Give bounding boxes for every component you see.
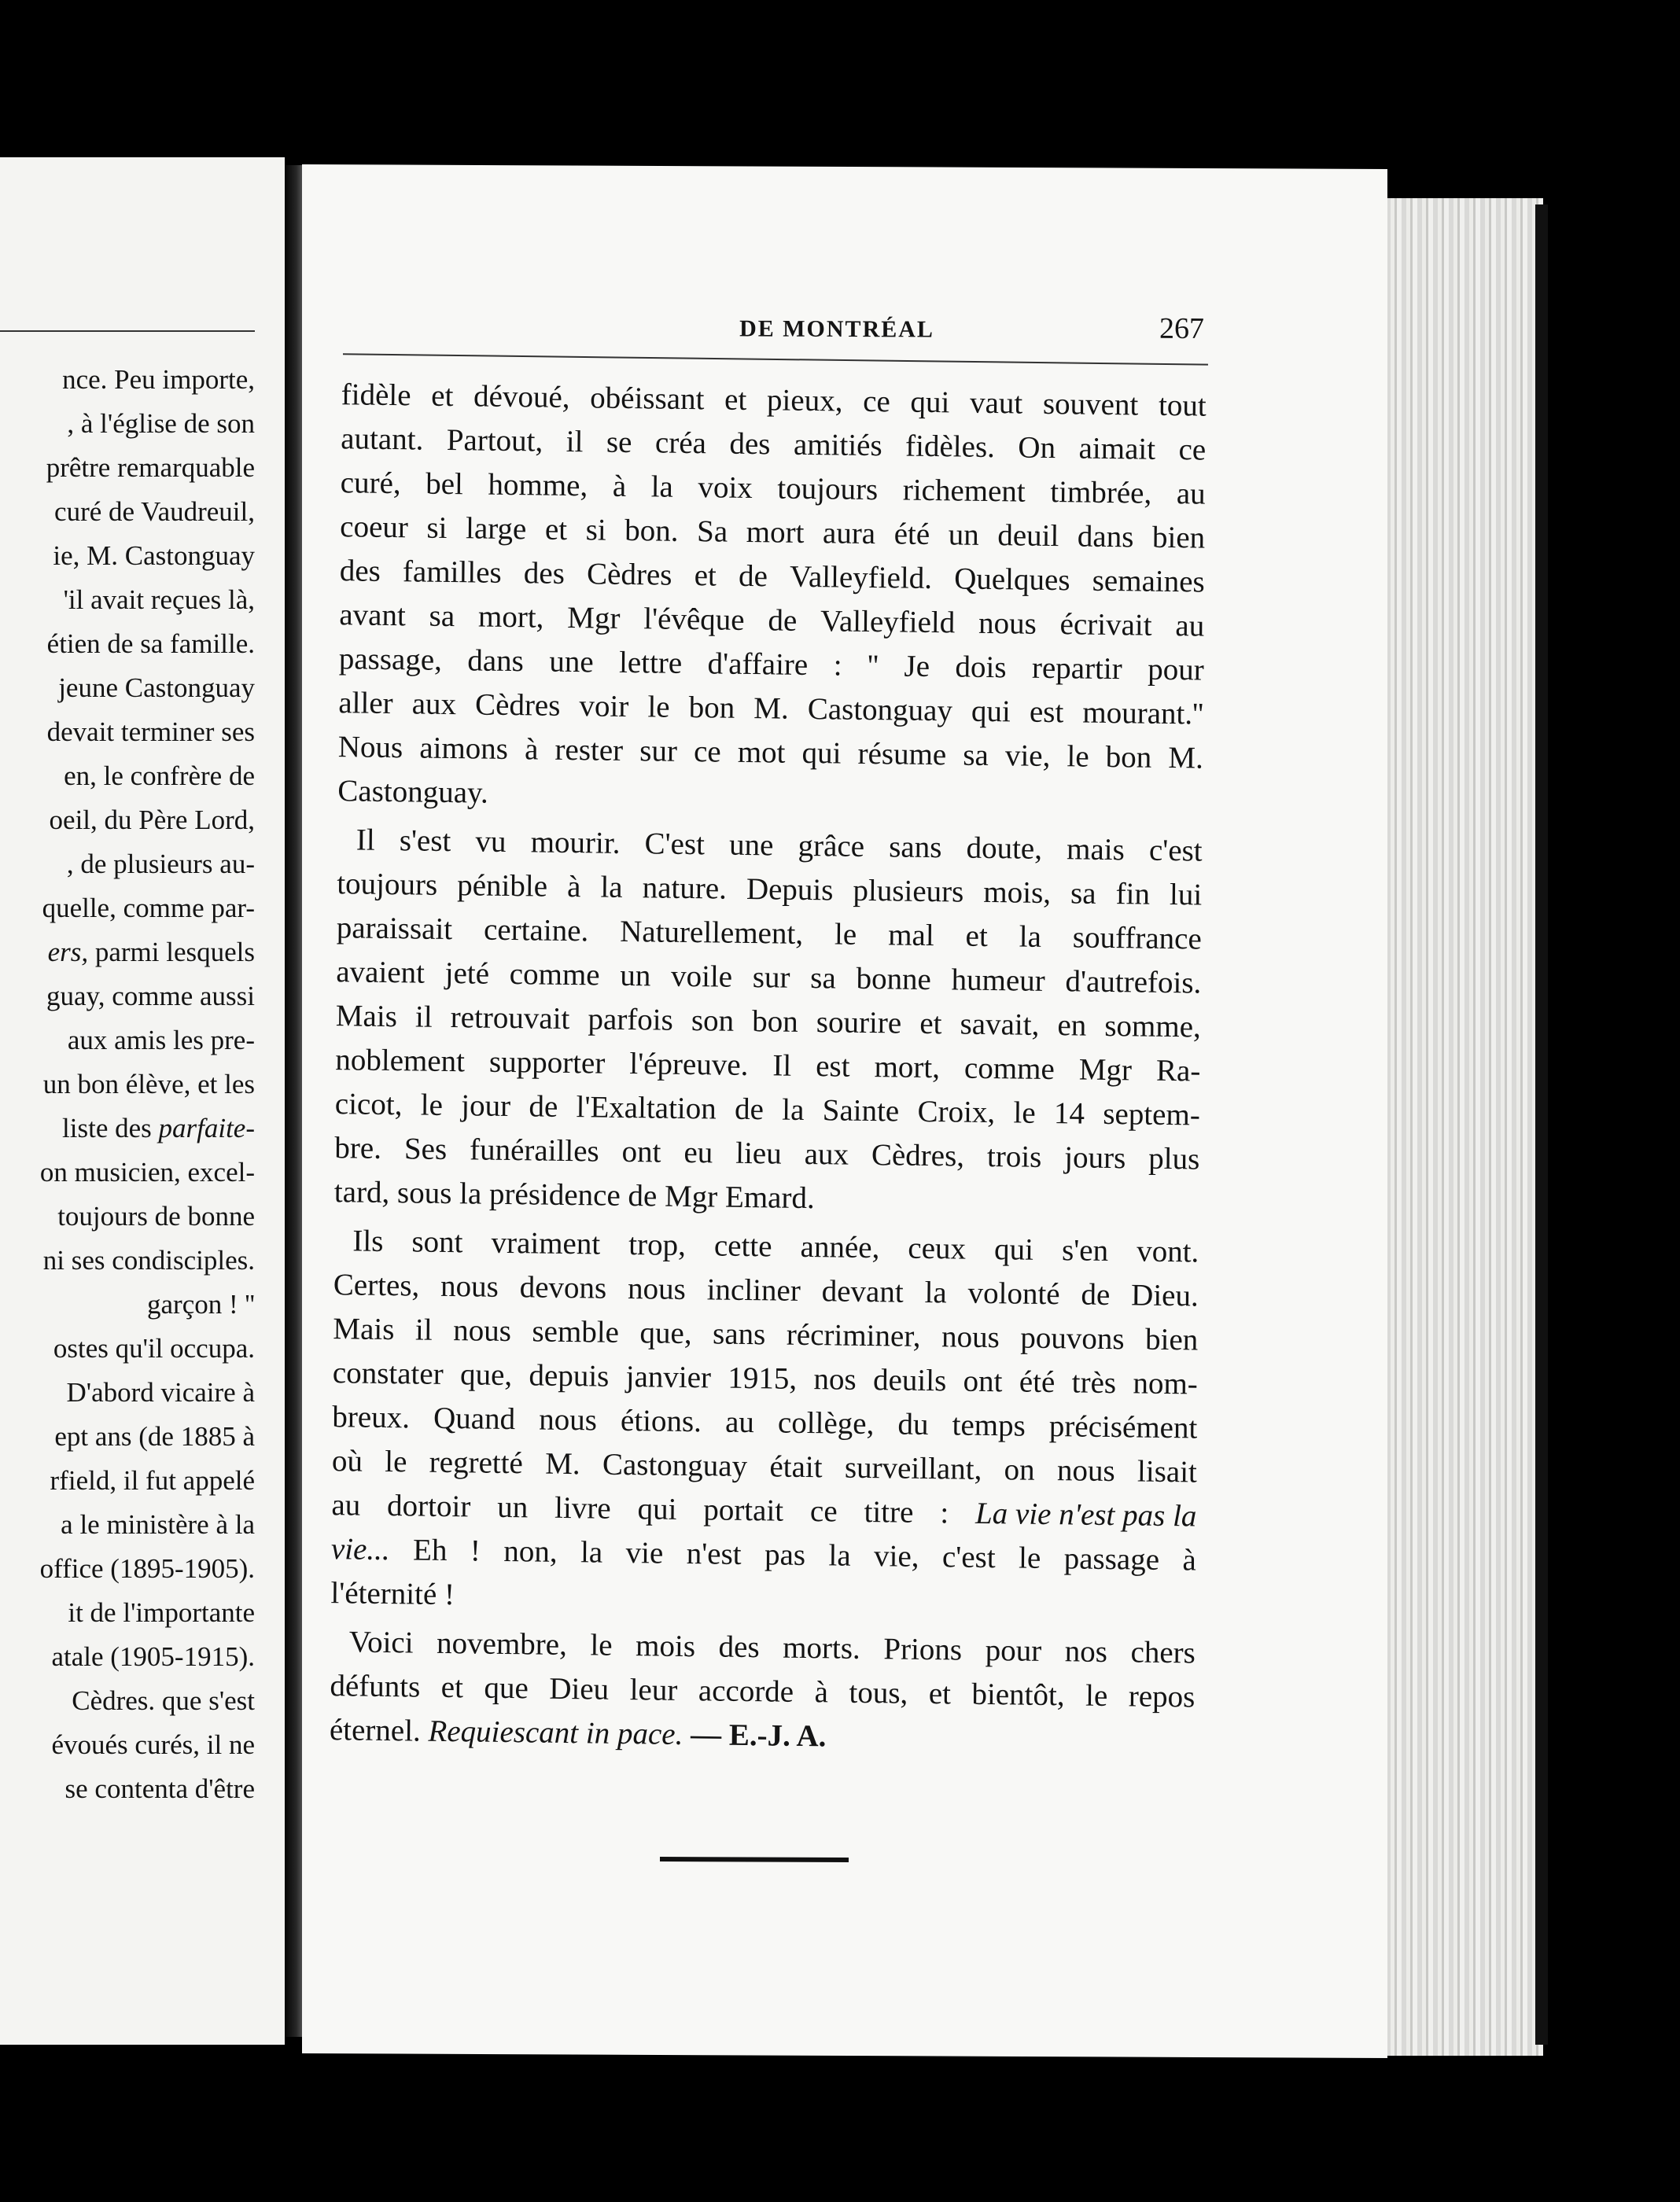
text-line: des familles des Cèdres et de Valleyfield. Quelques semaines [339,554,1205,599]
left-page-line: ostes qu'il occupa. [53,1333,255,1364]
page-edges-shadow [1535,204,1548,2045]
text-line: Castonguay. [337,774,488,810]
paragraph [330,1219,1199,1626]
text-line: tard, sous la présidence de Mgr Emard. [333,1175,815,1216]
text-line: fidèle et dévoué, obéissant et pieux, ce qui vaut souvent tout [341,377,1207,423]
left-page-line: on musicien, excel- [39,1157,255,1188]
left-page-line: étien de sa famille. [46,628,255,659]
left-page-line: ers, parmi lesquels [47,937,255,967]
left-header-rule [0,330,255,332]
text-line: bre. Ses funérailles ont eu lieu aux Cèdres, trois jours plus [334,1131,1200,1176]
paragraph [337,373,1207,824]
text-line: noblement supporter l'épreuve. Il est mort, comme Mgr Ra- [335,1043,1201,1088]
text-line: aller aux Cèdres voir le bon M. Castonguay qui est mourant.'' [338,686,1204,731]
left-page-line: guay, comme aussi [46,981,255,1011]
text-line: passage, dans une lettre d'affaire : '' Je dois repartir pour [338,642,1204,687]
running-head: DE MONTRÉAL [739,315,934,343]
text-line: breux. Quand nous étions. au collège, du temps précisément [332,1400,1198,1445]
text-line: coeur si large et si bon. Sa mort aura été un deuil dans bien [340,510,1206,555]
left-page-line: oeil, du Père Lord, [49,805,255,835]
left-page-text [0,358,255,1811]
left-page-line: en, le confrère de [64,760,255,791]
left-page-line: nce. Peu importe, [62,364,255,395]
left-page-line: ie, M. Castonguay [53,540,255,571]
text-line: cicot, le jour de l'Exaltation de la Sainte Croix, le 14 septem- [334,1087,1200,1132]
text-line: toujours pénible à la nature. Depuis plusieurs mois, sa fin lui [337,867,1203,912]
text-line: avant sa mort, Mgr l'évêque de Valleyfield nous écrivait au [339,598,1205,643]
left-page-line: ept ans (de 1885 à [54,1421,255,1452]
text-line: l'éternité ! [330,1576,455,1612]
text-line: Mais il nous semble que, sans récriminer, nous pouvons bien [333,1312,1199,1357]
page-edges [1386,198,1543,2056]
left-page-line: devait terminer ses [46,716,255,747]
body-text [330,373,1207,1768]
text-line: vie... Eh ! non, la vie n'est pas la vie, c'est le passage à [331,1527,1196,1582]
text-line: où le regretté M. Castonguay était surveillant, on nous lisait [331,1444,1198,1489]
text-line: curé, bel homme, à la voix toujours richement timbrée, au [340,466,1206,511]
text-line: Il s'est vu mourir. C'est une grâce sans doute, mais c'est [356,823,1203,868]
left-page-line: prêtre remarquable [46,452,255,483]
left-page-line: liste des parfaite- [62,1113,255,1143]
closing-phrase: Requiescant in pace. [428,1714,691,1752]
left-page-line: atale (1905-1915). [51,1641,255,1672]
left-page-line: toujours de bonne [57,1201,255,1232]
text-line: autant. Partout, il se créa des amitiés fidèles. On aimait ce [341,422,1207,467]
book-title: La vie n'est pas la [974,1496,1197,1534]
left-page-line: rfield, il fut appelé [50,1465,255,1496]
text-line: au dortoir un livre qui portait ce titre : La vie n'est pas la [331,1483,1196,1538]
left-page-line: un bon élève, et les [42,1069,255,1099]
left-page-line: jeune Castonguay [58,672,255,703]
text-line: défunts et que Dieu leur accorde à tous, et bientôt, le repos [330,1669,1196,1714]
left-page-line: it de l'importante [68,1597,255,1628]
left-page-line: 'il avait reçues là, [63,584,255,615]
left-page-line: quelle, comme par- [42,893,255,923]
text-line: avaient jeté comme un voile sur sa bonne humeur d'autrefois. [336,955,1202,1000]
left-page-line: , de plusieurs au- [66,849,255,879]
left-page [0,157,285,2045]
left-page-line: office (1895-1905). [39,1553,255,1584]
left-page-line: aux amis les pre- [67,1025,255,1055]
paragraph [334,818,1203,1225]
left-page-line: a le ministère à la [61,1509,255,1540]
end-rule [660,1857,849,1862]
left-page-line: D'abord vicaire à [66,1377,255,1408]
signature: — E.-J. A. [690,1718,827,1754]
header-rule [343,353,1208,365]
left-page-line: curé de Vaudreuil, [54,496,255,527]
left-page-line: évoués curés, il ne [51,1729,255,1760]
page-number: 267 [1159,311,1204,345]
text-line: éternel. Requiescant in pace. — E.-J. A. [330,1708,1195,1763]
text-line: Mais il retrouvait parfois son bon sourire et savait, en somme, [335,999,1201,1044]
text-line: Certes, nous devons nous incliner devant la volonté de Dieu. [333,1268,1199,1313]
left-page-line: , à l'église de son [67,408,255,439]
left-page-line: garçon ! '' [147,1289,255,1320]
left-page-line: ni ses condisciples. [42,1245,255,1276]
left-page-line: Cèdres. que s'est [72,1685,255,1716]
text-line: Nous aimons à rester sur ce mot qui résume sa vie, le bon M. [337,730,1203,775]
text-line: Ils sont vraiment trop, cette année, ceux qui s'en vont. [352,1224,1199,1269]
text-line: Voici novembre, le mois des morts. Prions pour nos chers [348,1625,1196,1670]
paragraph [330,1620,1196,1763]
right-page [302,164,1387,2058]
book-gutter [285,165,304,2037]
text-line: paraissait certaine. Naturellement, le mal et la souffrance [336,911,1202,956]
book-title-end: vie... [330,1532,390,1567]
left-page-line: se contenta d'être [64,1773,255,1804]
text-line: constater que, depuis janvier 1915, nos deuils ont été très nom- [332,1356,1198,1401]
